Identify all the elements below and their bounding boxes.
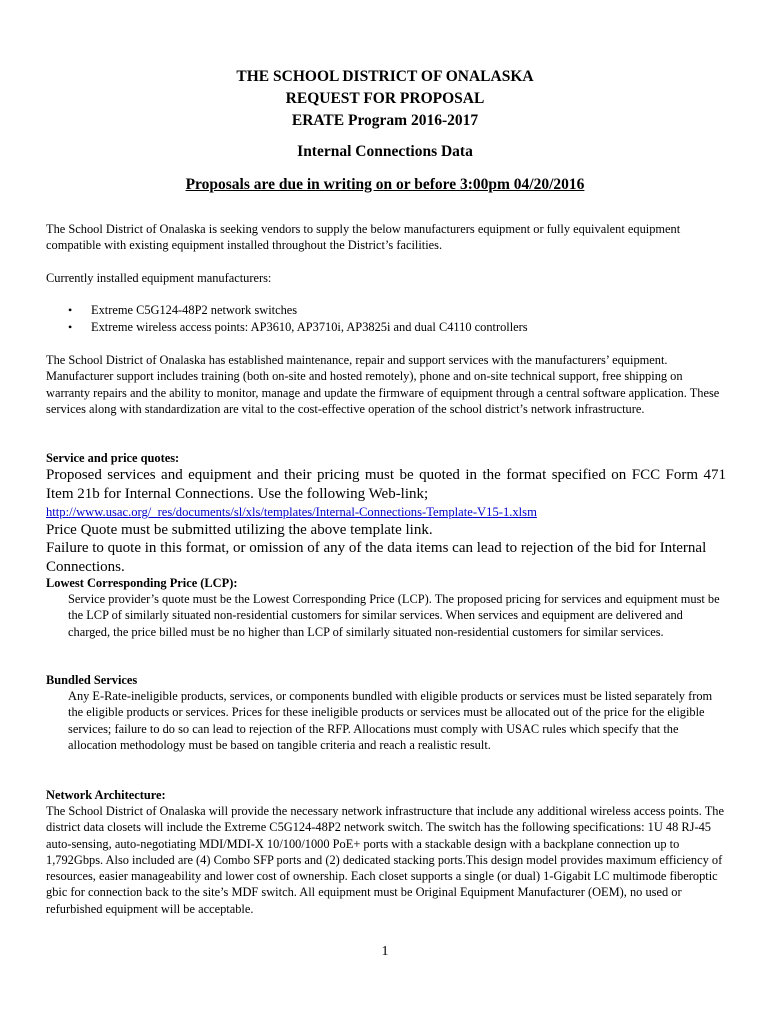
service-quotes-text: Proposed services and equipment and their pricing must be quoted in the format specified on FCC Form 471 Item 21b for Internal Connections. Use the following Web-link; [46,467,726,502]
template-link-line [46,504,726,520]
header-subtitle: Internal Connections Data [297,143,473,160]
failure-note: Failure to quote in this format, or omission of any of the data items can lead to rejection of the bid for Internal Connections. [46,540,707,575]
list-item-text: Extreme C5G124-48P2 network switches [91,303,298,317]
header-program: ERATE Program 2016-2017 [291,112,479,129]
service-quotes-heading: Service and price quotes: [46,451,180,465]
template-link[interactable]: http://www.usac.org/_res/documents/sl/xls/templates/Internal-Connections-Template-V15-1.xlsm [46,505,537,519]
page-number: 1 [381,944,389,959]
lcp-text: Service provider’s quote must be the Lowest Corresponding Price (LCP). The proposed pricing for services and equipment must be the LCP of similarly situated non-residential customers for similar services. When services and equipment are delivered and charged, the price billed must be no higher than LCP of similarly situated non-residential customers for similar services. [68,592,720,639]
intro-paragraph: The School District of Onalaska is seeking vendors to supply the below manufacturers equipment or fully equivalent equipment compatible with existing equipment installed throughout the District’s facilities. [46,222,681,253]
list-item [46,302,528,319]
bullet-icon: • [68,303,73,317]
support-paragraph: The School District of Onalaska has established maintenance, repair and support services with the manufacturers’ equipment. Manufacturer support includes training (both on-site and hosted remotely), phone and on-site technical support, free shipping on warranty repairs and the ability to monitor, manage and update the firmware of equipment through a central software application. These services along with standardization are vital to the cost-effective operation of the school district’s network infrastructure. [46,353,720,416]
equipment-list [46,302,528,335]
bullet-icon: • [68,319,73,334]
bundled-heading: Bundled Services [46,673,138,687]
list-item-text: Extreme wireless access points: AP3610, AP3710i, AP3825i and dual C4110 controllers [91,319,528,334]
installed-label: Currently installed equipment manufacturers: [46,271,272,285]
header-deadline: Proposals are due in writing on or before 3:00pm 04/20/2016 [185,176,585,193]
network-text: The School District of Onalaska will provide the necessary network infrastructure that include any additional wireless access points. The district data closets will include the Extreme C5G124-48P2 network switch. The switch has the following specifications: 1U 48 RJ-45 auto-sensing, auto-negotiating MDI/MDI-X 10/100/1000 PoE+ ports with a stackable design with a backplane connection up to 1,792Gbps. Also included are (4) Combo SFP ports and (2) dedicated stacking ports.This design model provides maximum efficiency of resources, easier manageability and lower cost of ownership. Each closet supports a single (or dual) 1-Gigabit LC multimode fiberoptic gbic for connection back to the site’s MDF switch. All equipment must be Original Equipment Manufacturer (OEM), no used or refurbished equipment will be acceptable. [46,804,724,916]
header-district: THE SCHOOL DISTRICT OF ONALASKA [236,68,534,85]
price-quote-note: Price Quote must be submitted utilizing the above template link. [46,522,433,538]
header-rfp: REQUEST FOR PROPOSAL [285,90,485,107]
bundled-text: Any E-Rate-ineligible products, services, or components bundled with eligible products or services must be listed separately from the eligible products or services. Prices for these ineligible products or services must be allocated out of the price for the eligible services; failure to do so can lead to rejection of the RFP. Allocations must comply with USAC rules which specify that the allocation methodology must be based on tangible criteria and reach a realistic result. [68,689,713,752]
list-item [46,319,528,336]
network-heading: Network Architecture: [46,788,166,802]
lcp-heading: Lowest Corresponding Price (LCP): [46,576,238,590]
